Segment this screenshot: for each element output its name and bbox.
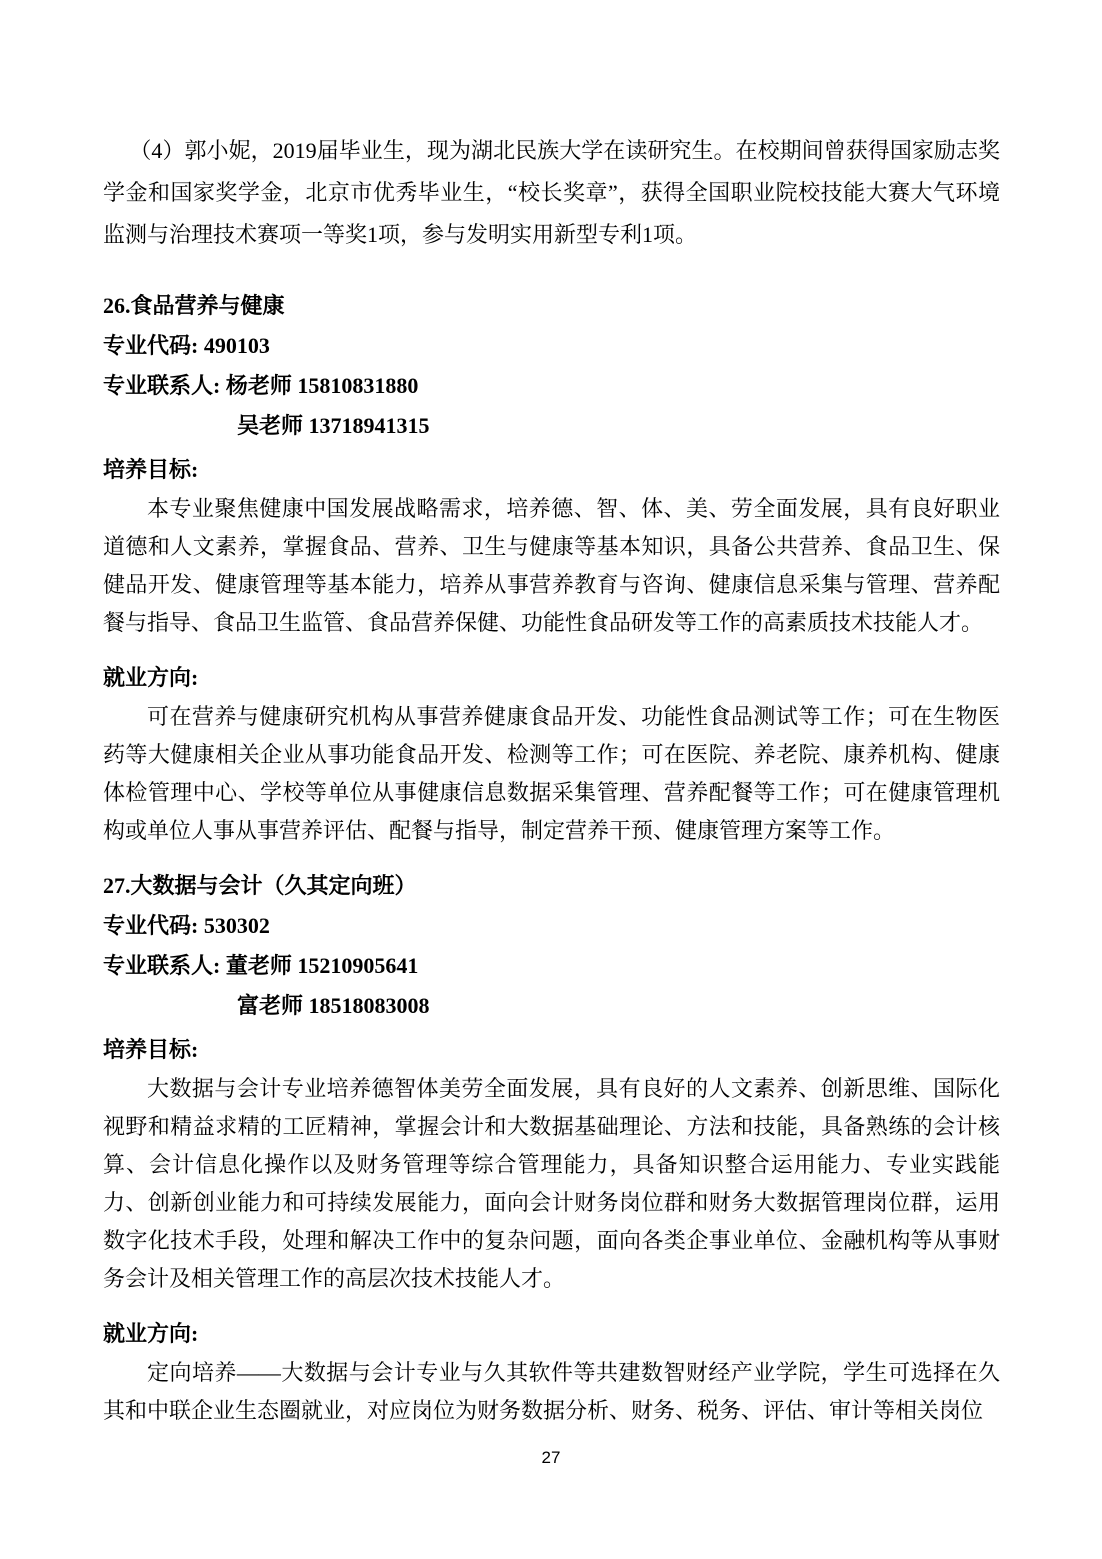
major-section-26 (103, 286, 1000, 850)
objective-label: 培养目标: (103, 457, 199, 482)
section-heading: 26.食品营养与健康 (103, 293, 285, 318)
contact-name: 杨老师 (225, 373, 292, 398)
page-number: 27 (541, 1448, 561, 1467)
major-code-value: 530302 (203, 913, 270, 938)
contact-line (103, 366, 1000, 406)
contact-phone: 13718941315 (308, 413, 430, 438)
contact-label: 专业联系人: (103, 373, 221, 398)
employment-paragraph: 可在营养与健康研究机构从事营养健康食品开发、功能性食品测试等工作；可在生物医药等大健康相关企业从事功能食品开发、检测等工作；可在医院、养老院、康养机构、健康体检管理中心、学校等单位从事健康信息数据采集管理、营养配餐等工作；可在健康管理机构或单位人事从事营养评估、配餐与指导，制定营养干预、健康管理方案等工作。 (103, 704, 1000, 843)
major-code-label: 专业代码: (103, 913, 199, 938)
contact-line (103, 406, 1000, 446)
objective-paragraph: 本专业聚焦健康中国发展战略需求，培养德、智、体、美、劳全面发展，具有良好职业道德和人文素养，掌握食品、营养、卫生与健康等基本知识，具备公共营养、食品卫生、保健品开发、健康管理等基本能力，培养从事营养教育与咨询、健康信息采集与管理、营养配餐与指导、食品卫生监管、食品营养保健、功能性食品研发等工作的高素质技术技能人才。 (103, 496, 1000, 635)
contact-phone: 18518083008 (308, 993, 430, 1018)
major-code-value: 490103 (203, 333, 270, 358)
contact-phone: 15810831880 (297, 373, 419, 398)
major-code-label: 专业代码: (103, 333, 199, 358)
contact-line (103, 946, 1000, 986)
objective-paragraph: 大数据与会计专业培养德智体美劳全面发展，具有良好的人文素养、创新思维、国际化视野和精益求精的工匠精神，掌握会计和大数据基础理论、方法和技能，具备熟练的会计核算、会计信息化操作以及财务管理等综合管理能力，具备知识整合运用能力、专业实践能力、创新创业能力和可持续发展能力，面向会计财务岗位群和财务大数据管理岗位群，运用数字化技术手段，处理和解决工作中的复杂问题，面向各类企事业单位、金融机构等从事财务会计及相关管理工作的高层次技术技能人才。 (103, 1076, 1000, 1291)
contact-name: 富老师 (237, 993, 304, 1018)
contact-phone: 15210905641 (297, 953, 419, 978)
major-section-27 (103, 866, 1000, 1430)
contact-name: 吴老师 (237, 413, 304, 438)
objective-label: 培养目标: (103, 1037, 199, 1062)
employment-label: 就业方向: (103, 665, 199, 690)
major-code-line (103, 326, 1000, 366)
intro-paragraph: （4）郭小妮，2019届毕业生，现为湖北民族大学在读研究生。在校期间曾获得国家励志奖学金和国家奖学金，北京市优秀毕业生，“校长奖章”，获得全国职业院校技能大赛大气环境监测与治理技术赛项一等奖1项，参与发明实用新型专利1项。 (103, 138, 1000, 247)
contact-line (103, 986, 1000, 1026)
section-heading: 27.大数据与会计（久其定向班） (103, 873, 417, 898)
major-code-line (103, 906, 1000, 946)
employment-label: 就业方向: (103, 1321, 199, 1346)
contact-name: 董老师 (225, 953, 292, 978)
employment-paragraph: 定向培养——大数据与会计专业与久其软件等共建数智财经产业学院，学生可选择在久其和中联企业生态圈就业，对应岗位为财务数据分析、财务、税务、评估、审计等相关岗位 (103, 1360, 1000, 1423)
contact-label: 专业联系人: (103, 953, 221, 978)
